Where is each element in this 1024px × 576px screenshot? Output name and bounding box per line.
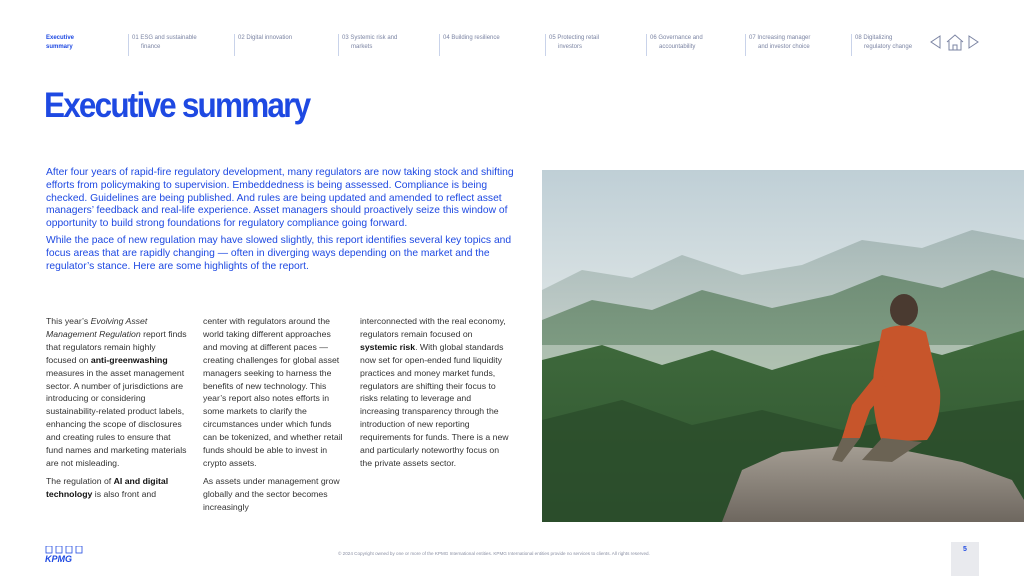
nav-tab-sublabel: and investor choice	[758, 43, 810, 50]
text-run: . With global standards now set for open-ended fund liquidity practices and money market funds, regulators are shifting their focus to risks relating to leverage and increasing transparency through the introduction of new reporting requirements for funds. There is a new and particularly noteworthy focus on the private assets sector.	[360, 341, 509, 468]
body-paragraph	[46, 315, 188, 470]
copyright-notice: © 2024 Copyright owned by one or more of the KPMG International entities. KPMG International entities provide no services to clients. All rights reserved.	[338, 551, 650, 556]
nav-tab-sublabel: markets	[351, 43, 373, 50]
highlight-ai-digital: AI and digital technology	[46, 475, 169, 499]
hero-photo	[542, 170, 1024, 522]
body-column-2	[203, 315, 345, 519]
nav-tab-label: 08 Digitalizing	[855, 35, 893, 41]
nav-tab-executive-summary[interactable]	[46, 34, 124, 56]
kpmg-wordmark: KPMG	[45, 554, 72, 564]
nav-tab-governance[interactable]	[646, 34, 742, 56]
body-paragraph	[360, 315, 510, 470]
nav-tab-sublabel: regulatory change	[864, 43, 913, 50]
nav-tab-label: 06 Governance and	[650, 35, 703, 41]
nav-tab-sublabel: summary	[46, 43, 73, 50]
nav-tab-sublabel: investors	[558, 43, 583, 50]
nav-tab-label: 07 Increasing manager	[749, 35, 811, 41]
nav-tab-digital-innovation[interactable]	[234, 34, 334, 56]
nav-tab-label: Executive	[46, 35, 75, 41]
intro-paragraph-1: After four years of rapid-fire regulatory development, many regulators are now taking stock and shifting efforts from policymaking to supervision. Embeddedness is being assessed. Compliance is being checked. Guidelines are being published. And rules are being updated and amended to reflect asset managers’ feedback and real-life experience. Asset managers should proactively seize this window of opportunity to build strong foundations for regulatory compliance going forward.	[46, 167, 514, 230]
text-run: This year’s	[46, 316, 91, 326]
page-number: 5	[951, 542, 979, 576]
kpmg-logo[interactable]	[45, 546, 85, 564]
text-run: report finds that regulators remain highly focused on	[46, 328, 187, 365]
nav-tab-sublabel: finance	[141, 43, 161, 50]
text-run: measures in the asset management sector. A number of jurisdictions are introducing or considering sustainability-related product labels, enhancing the scope of disclosures and creating rules to ensure that fund names and marketing materials are not misleading.	[46, 367, 187, 468]
kpmg-logo-mark	[45, 546, 85, 564]
home-icon[interactable]	[945, 33, 965, 47]
nav-tab-protecting-retail[interactable]	[545, 34, 645, 56]
mountain-landscape-illustration	[542, 170, 1024, 522]
nav-tab-digitalizing[interactable]	[851, 34, 923, 56]
nav-tab-label: 03 Systemic risk and	[342, 35, 398, 41]
nav-tab-investor-choice[interactable]	[745, 34, 845, 56]
nav-tab-sublabel: accountability	[659, 43, 696, 50]
body-paragraph: As assets under management grow globally and the sector becomes increasingly	[203, 475, 340, 512]
body-paragraph: center with regulators around the world taking different approaches and moving at different paces — creating challenges for global asset managers seeking to harness the benefits of new technology. This year’s report also notes efforts in some markets to clarify the circumstances under which funds can be tokenized, and whether retail funds should be able to invest in crypto assets.	[203, 316, 343, 468]
chevron-left-icon[interactable]	[930, 35, 941, 49]
chevron-right-icon[interactable]	[968, 35, 979, 49]
text-run: The regulation of	[46, 475, 114, 486]
nav-tab-label: 01 ESG and sustainable	[132, 35, 197, 41]
body-paragraph	[46, 475, 188, 501]
intro-paragraph-2: While the pace of new regulation may have slowed slightly, this report identifies several key topics and focus areas that are rapidly changing — often in diverging ways depending on the market and the regulator’s stance. Here are some highlights of the report.	[46, 234, 512, 272]
text-run: interconnected with the real economy, regulators remain focused on	[360, 316, 506, 339]
nav-tab-systemic-risk[interactable]	[338, 34, 438, 56]
highlight-systemic-risk: systemic risk	[360, 341, 416, 352]
highlight-anti-greenwashing: anti-greenwashing	[90, 354, 168, 365]
top-navigation	[0, 0, 1024, 60]
nav-tab-esg[interactable]	[128, 34, 228, 56]
report-title-emphasis: Evolving Asset Management Regulation	[46, 316, 148, 339]
nav-tab-label: 02 Digital innovation	[238, 35, 293, 41]
nav-tab-label: 04 Building resilience	[443, 35, 500, 41]
text-run: is also front and	[92, 488, 157, 499]
intro-section	[46, 167, 516, 277]
body-column-1	[46, 315, 188, 506]
page-title: Executive summary	[44, 86, 310, 125]
body-column-3	[360, 315, 510, 475]
nav-tab-label: 05 Protecting retail	[549, 35, 600, 41]
nav-tab-building-resilience[interactable]	[439, 34, 539, 56]
